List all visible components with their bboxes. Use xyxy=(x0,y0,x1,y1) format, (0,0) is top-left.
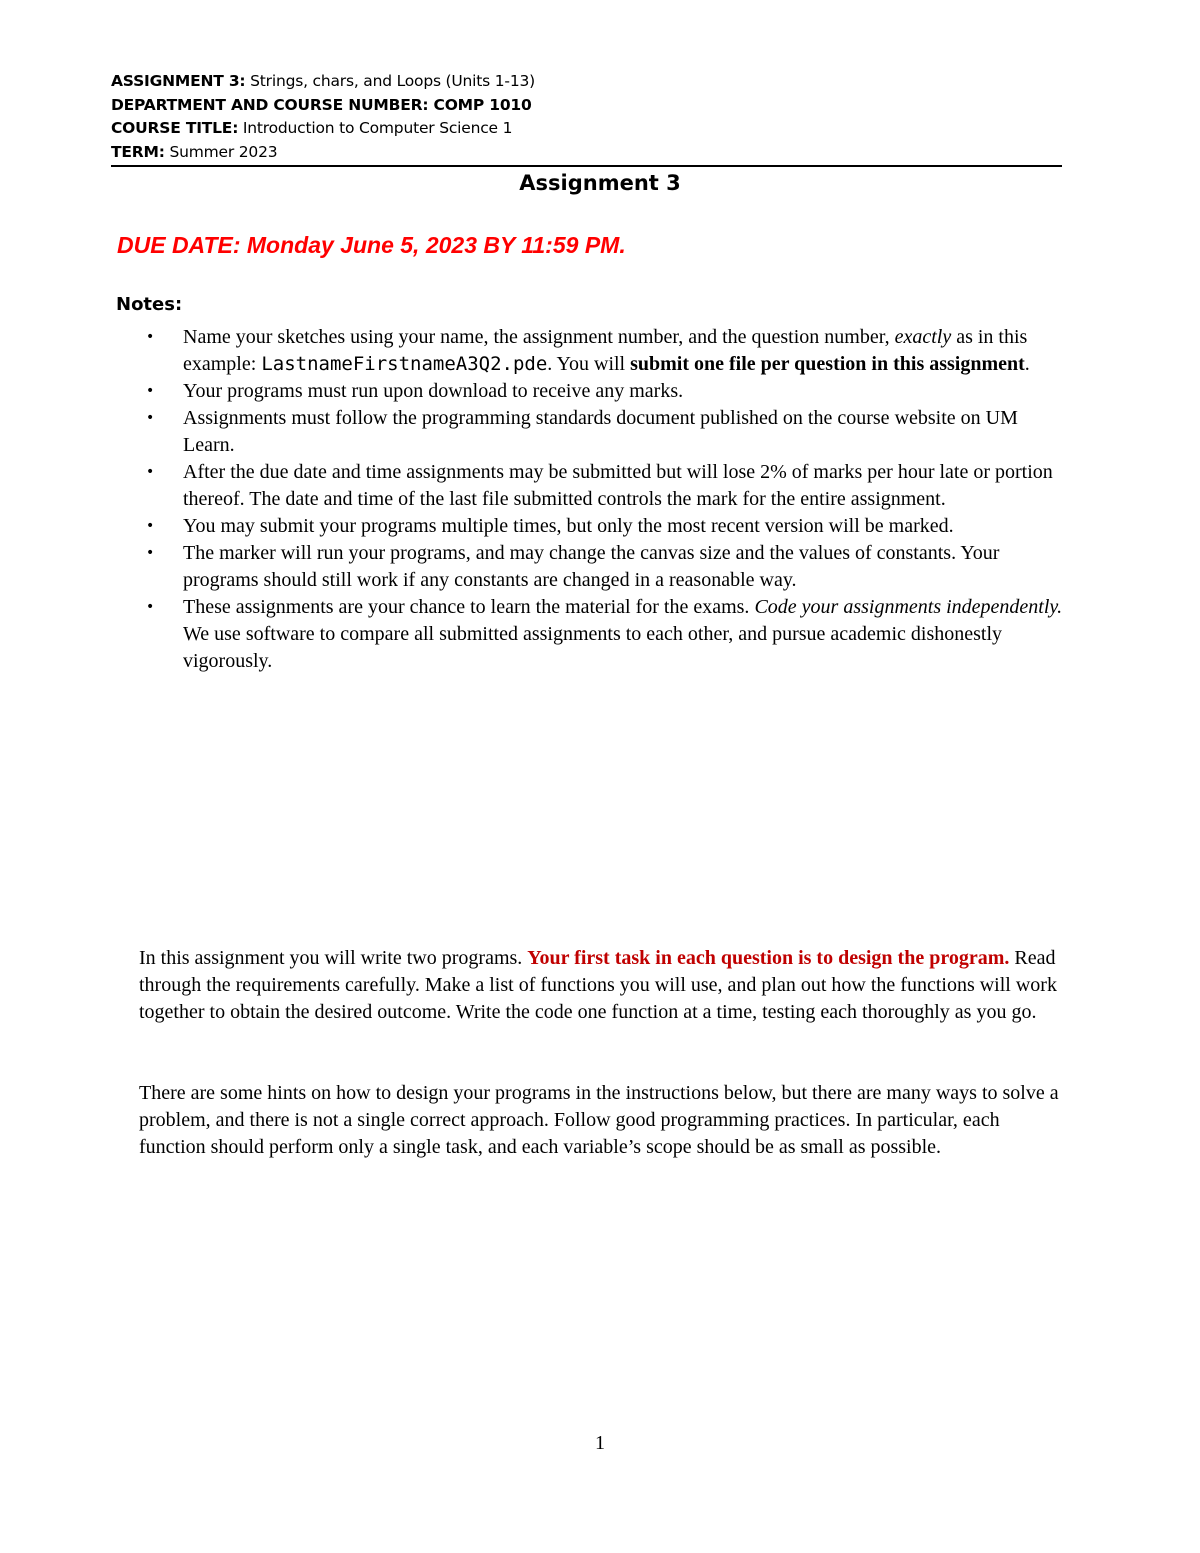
header-course-title-label: COURSE TITLE: xyxy=(111,119,239,137)
note-item xyxy=(146,378,1066,405)
note-item xyxy=(146,324,1066,378)
header-course-title-value: Introduction to Computer Science 1 xyxy=(238,119,513,137)
bullet-icon: • xyxy=(146,599,155,615)
note-text: . xyxy=(1024,353,1030,375)
note-text: These assignments are your chance to learn the material for the exams. xyxy=(183,596,755,618)
paragraph-text: Read through the requirements carefully. Make a list of functions you will use, and plan out how the functions will work together to obtain the desired outcome. Write the code one function at a time, testing each thoroughly as you go. xyxy=(139,947,1057,1023)
header-course-title-line xyxy=(111,117,1062,141)
bullet-icon: • xyxy=(146,329,155,345)
note-text: Your programs must run upon download to receive any marks. xyxy=(183,380,684,402)
paragraph-highlight: Your first task in each question is to design the program. xyxy=(527,947,1010,969)
note-text: . You will xyxy=(547,353,631,375)
bullet-icon: • xyxy=(146,410,155,426)
header-assignment-value: Strings, chars, and Loops (Units 1-13) xyxy=(245,72,535,90)
header-department-label: DEPARTMENT AND COURSE NUMBER: COMP 1010 xyxy=(111,95,532,114)
bullet-icon: • xyxy=(146,464,155,480)
note-text: After the due date and time assignments may be submitted but will lose 2% of marks per hour late or portion thereof. The date and time of the last file submitted controls the mark for the entire assignment. xyxy=(183,461,1053,510)
page-title: Assignment 3 xyxy=(519,171,681,195)
note-item xyxy=(146,540,1066,594)
note-strong: submit one file per question in this assignment xyxy=(630,353,1025,375)
bullet-icon: • xyxy=(146,518,155,534)
note-text: Name your sketches using your name, the assignment number, and the question number, xyxy=(183,326,895,348)
due-date: DUE DATE: Monday June 5, 2023 BY 11:59 PM. xyxy=(117,232,626,258)
note-item xyxy=(146,459,1066,513)
note-text: Assignments must follow the programming standards document published on the course website on UM Learn. xyxy=(183,407,1018,456)
note-text: as in this example: xyxy=(183,326,1028,375)
note-item xyxy=(146,513,1066,540)
document-header xyxy=(111,70,1062,164)
intro-paragraph xyxy=(139,945,1069,1026)
notes-list xyxy=(146,324,1066,675)
note-text: The marker will run your programs, and may change the canvas size and the values of constants. Your programs should still work if any constants are changed in a reasonable way. xyxy=(183,542,1000,591)
bullet-icon: • xyxy=(146,545,155,561)
note-emphasis: Code your assignments independently. xyxy=(754,596,1063,618)
example-filename: LastnameFirstnameA3Q2.pde xyxy=(261,353,548,375)
header-assignment-label: ASSIGNMENT 3: xyxy=(111,72,246,90)
header-assignment-line xyxy=(111,70,1062,94)
note-emphasis: exactly xyxy=(894,326,952,348)
paragraph-text: In this assignment you will write two programs. xyxy=(139,947,528,969)
header-term-label: TERM: xyxy=(111,142,165,161)
header-term-value: Summer 2023 xyxy=(164,142,278,161)
header-term-line xyxy=(111,141,1062,165)
note-text: We use software to compare all submitted assignments to each other, and pursue academic dishonestly vigorously. xyxy=(183,623,1003,672)
bullet-icon: • xyxy=(146,383,155,399)
header-department-line xyxy=(111,94,1062,118)
page-number: 1 xyxy=(595,1432,605,1454)
notes-heading: Notes: xyxy=(116,294,183,315)
note-item xyxy=(146,405,1066,459)
note-text: You may submit your programs multiple times, but only the most recent version will be marked. xyxy=(183,515,954,537)
header-divider xyxy=(111,165,1062,167)
note-item xyxy=(146,594,1066,675)
hints-paragraph: There are some hints on how to design your programs in the instructions below, but there are many ways to solve a problem, and there is not a single correct approach. Follow good programming practices. In particular, each function should perform only a single task, and each variable’s scope should be as small as possible. xyxy=(139,1082,1059,1158)
